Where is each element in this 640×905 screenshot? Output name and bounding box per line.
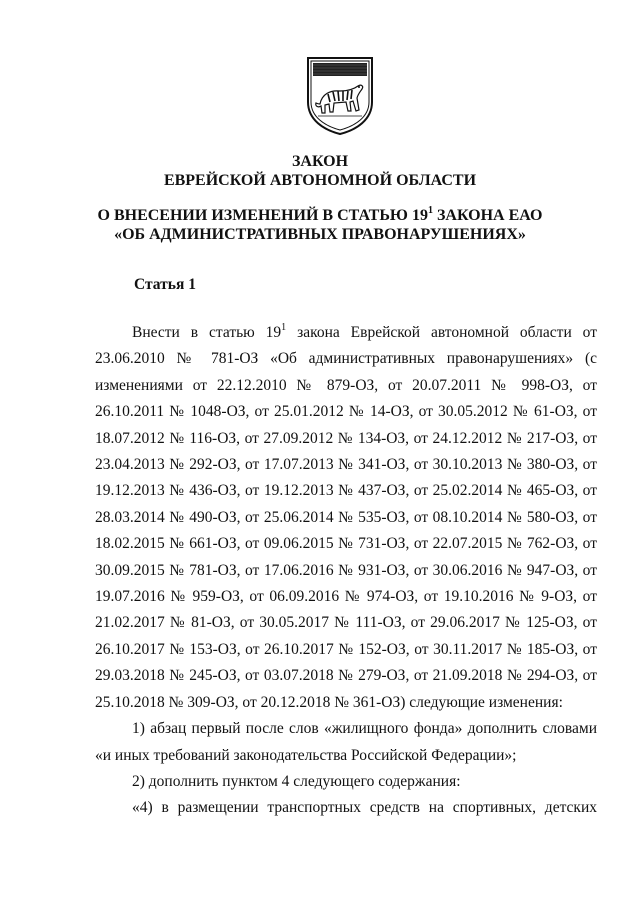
- law-title-line-1: О ВНЕСЕНИИ ИЗМЕНЕНИЙ В СТАТЬЮ $19^1$ ЗАКОНА ЕАО: [97, 204, 543, 224]
- article-heading: Статья 1: [134, 276, 196, 293]
- amendment-item-1: 1) абзац первый после слов «жилищного фонда» дополнить словами «и иных требований законодательства Российской Федерации»;: [95, 720, 597, 764]
- body-lead-paragraph: Внести в статью $19^1$ закона Еврейской автономной области от 23.06.2010 № 781-ОЗ «Об административных правонарушениях» (с изменениями от 22.12.2010 № 879-ОЗ, от 20.07.2011 № 998-ОЗ, от 26.10.2011 № 1048-ОЗ, от 25.01.2012 № 14-ОЗ, от 30.05.2012 № 61-ОЗ, от 18.07.2012 № 116-ОЗ, от 27.09.2012 № 134-ОЗ, от 24.12.2012 № 217-ОЗ, от 23.04.2013 № 292-ОЗ, от 17.07.2013 № 341-ОЗ, от 30.10.2013 № 380-ОЗ, от 19.12.2013 № 436-ОЗ, от 19.12.2013 № 437-ОЗ, от 25.02.2014 № 465-ОЗ, от 28.03.2014 № 490-ОЗ, от 25.06.2014 № 535-ОЗ, от 08.10.2014 № 580-ОЗ, от 18.02.2015 № 661-ОЗ, от 09.06.2015 № 731-ОЗ, от 22.07.2015 № 762-ОЗ, от 30.09.2015 № 781-ОЗ, от 17.06.2016 № 931-ОЗ, от 30.06.2016 № 947-ОЗ, от 19.07.2016 № 959-ОЗ, от 06.09.2016 № 974-ОЗ, от 19.10.2016 № 9-ОЗ, от 21.02.2017 № 81-ОЗ, от 30.05.2017 № 111-ОЗ, от 29.06.2017 № 125-ОЗ, от 26.10.2017 № 153-ОЗ, от 26.10.2017 № 152-ОЗ, от 30.11.2017 № 185-ОЗ, от 29.03.2018 № 245-ОЗ, от 03.07.2018 № 279-ОЗ, от 21.09.2018 № 294-ОЗ, от 25.10.2018 № 309-ОЗ, от 20.12.2018 № 361-ОЗ) следующие изменения:: [95, 321, 597, 711]
- law-title-line-2: «ОБ АДМИНИСТРАТИВНЫХ ПРАВОНАРУШЕНИЯХ»: [114, 226, 526, 243]
- doc-type-heading: ЗАКОН: [291, 153, 349, 170]
- document-body: [95, 320, 597, 822]
- amendment-item-2: 2) дополнить пунктом 4 следующего содержания:: [132, 772, 461, 790]
- amendment-item-3: «4) в размещении транспортных средств на спортивных, детских: [132, 799, 597, 817]
- region-heading: ЕВРЕЙСКОЙ АВТОНОМНОЙ ОБЛАСТИ: [163, 172, 477, 189]
- coat-of-arms-tiger-emblem: [306, 56, 374, 136]
